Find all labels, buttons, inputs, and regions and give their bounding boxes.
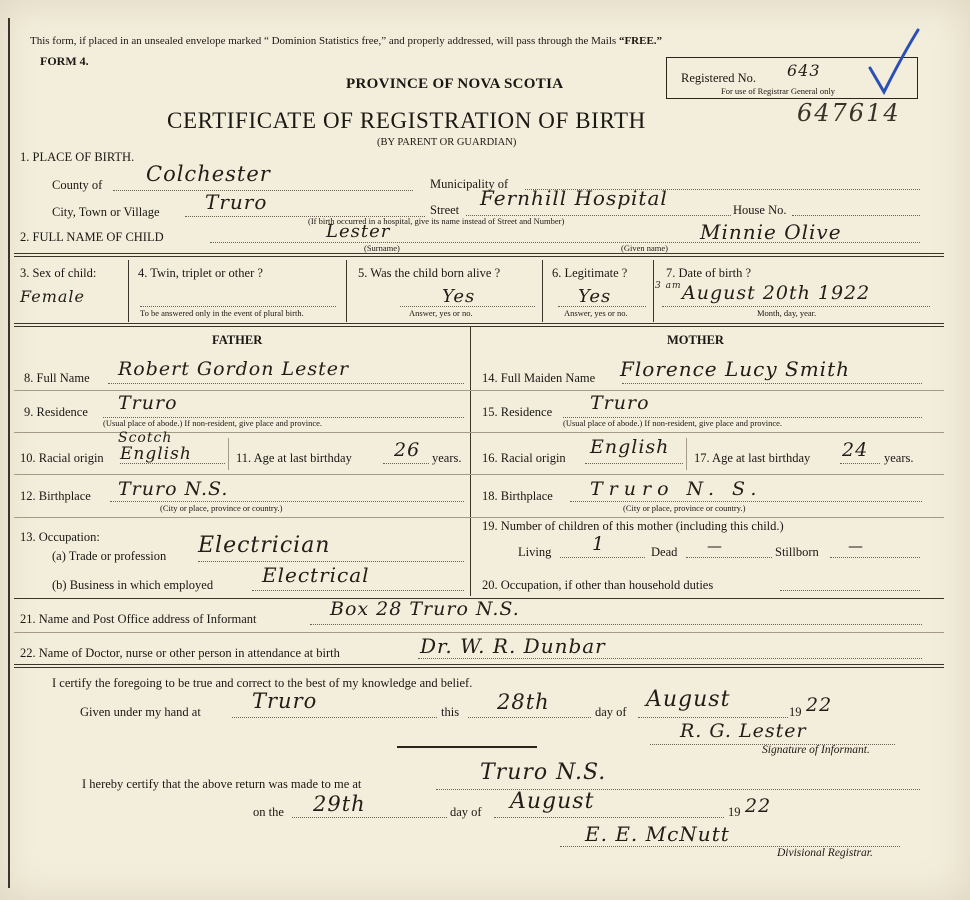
mother-birthplace-label: 18. Birthplace (482, 489, 553, 503)
this-label: this (441, 705, 460, 719)
mail-notice (30, 35, 662, 47)
mother-heading: MOTHER (667, 333, 724, 347)
father-racial-value-top: Scotch (118, 430, 173, 446)
given-place-value: Truro (252, 689, 318, 713)
day-value: 28th (497, 690, 550, 714)
rule-top (14, 253, 944, 257)
father-trade-label: (a) Trade or profession (52, 549, 167, 563)
mother-birthplace-line (570, 501, 922, 502)
mother-years-label: years. (884, 451, 914, 465)
father-heading: FATHER (212, 333, 263, 347)
mother-row-rule-4 (470, 517, 944, 518)
page-subtitle: (BY PARENT OR GUARDIAN) (377, 137, 517, 148)
divider-3 (128, 260, 129, 322)
alive-line (400, 306, 535, 307)
parents-divider (470, 326, 471, 596)
alive-label: 5. Was the child born alive ? (358, 266, 501, 280)
page-title: CERTIFICATE OF REGISTRATION OF BIRTH (167, 108, 646, 133)
place-of-birth-heading: 1. PLACE OF BIRTH. (20, 150, 135, 164)
father-age-label: 11. Age at last birthday (236, 451, 352, 465)
legitimate-value: Yes (578, 286, 612, 307)
month-line (638, 717, 788, 718)
twin-label: 4. Twin, triplet or other ? (138, 266, 263, 280)
month-value: August (646, 687, 731, 712)
municipality-label: Municipality of (430, 177, 509, 191)
registrar-year-value: 22 (745, 795, 772, 817)
registrar-month-value: August (510, 789, 595, 814)
mother-children-label: 19. Number of children of this mother (including this child.) (482, 519, 784, 533)
given-place-line (232, 717, 437, 718)
registered-value: 643 (787, 61, 821, 80)
mother-racial-line (585, 463, 683, 464)
living-value: 1 (592, 533, 606, 555)
mail-notice-free: “FREE.” (618, 35, 663, 47)
dob-line (662, 306, 930, 307)
father-birthplace-label: 12. Birthplace (20, 489, 91, 503)
dob-time: 3 am (655, 281, 682, 291)
mother-age-line (840, 463, 880, 464)
father-age-value: 26 (394, 439, 421, 461)
street-label: Street (430, 203, 460, 217)
informant-line (310, 624, 922, 625)
father-birthplace-value: Truro N.S. (118, 478, 229, 500)
father-residence-label: 9. Residence (24, 405, 88, 419)
doctor-line (418, 658, 922, 659)
twin-line (140, 306, 336, 307)
divider-4 (346, 260, 347, 322)
father-racial-label: 10. Racial origin (20, 451, 104, 465)
father-row-rule-2 (14, 432, 470, 433)
father-row-rule-4 (14, 517, 470, 518)
registrar-use-note: For use of Registrar General only (721, 86, 836, 96)
father-name-line (108, 383, 464, 384)
given-caption: (Given name) (621, 243, 668, 253)
father-name-value: Robert Gordon Lester (118, 358, 350, 380)
city-label: City, Town or Village (52, 205, 160, 219)
divider-5 (542, 260, 543, 322)
hospital-note: (If birth occurred in a hospital, give its name instead of Street and Number) (308, 216, 565, 226)
father-birthplace-line (110, 501, 464, 502)
rule-parents (14, 323, 944, 327)
mother-occupation-line (780, 590, 920, 591)
registered-label: Registered No. (681, 71, 756, 85)
mother-row-rule-1 (470, 390, 944, 391)
father-trade-line (198, 561, 464, 562)
county-value: Colchester (146, 162, 271, 186)
year-prefix: 19 (789, 705, 802, 719)
mother-birthplace-note: (City or place, province or country.) (623, 503, 746, 513)
living-line (560, 557, 645, 558)
father-trade-value: Electrician (198, 533, 331, 558)
certify-statement: I certify the foregoing to be true and correct to the best of my knowledge and belief. (52, 676, 473, 690)
father-racial-value: English (120, 444, 192, 464)
house-label: House No. (733, 203, 787, 217)
sex-label: 3. Sex of child: (20, 266, 97, 280)
county-label: County of (52, 178, 103, 192)
mother-occupation-label: 20. Occupation, if other than household duties (482, 578, 714, 592)
informant-signature-caption: Signature of Informant. (762, 744, 870, 756)
informant-label: 21. Name and Post Office address of Informant (20, 612, 257, 626)
registrar-place-value: Truro N.S. (480, 760, 607, 785)
informant-signature: R. G. Lester (680, 720, 807, 742)
day-line (468, 717, 591, 718)
father-business-label: (b) Business in which employed (52, 578, 214, 592)
mother-age-divider (686, 438, 687, 470)
registrar-day-of-label: day of (450, 805, 482, 819)
legitimate-line (558, 306, 646, 307)
day-of-label: day of (595, 705, 627, 719)
certify-separator (397, 746, 537, 748)
doctor-value: Dr. W. R. Dunbar (420, 634, 606, 658)
mother-racial-label: 16. Racial origin (482, 451, 566, 465)
divider-6 (653, 260, 654, 322)
registrar-year-prefix: 19 (728, 805, 741, 819)
mother-name-label: 14. Full Maiden Name (482, 371, 596, 385)
father-residence-value: Truro (118, 392, 178, 414)
house-line (792, 215, 920, 216)
stamp-number: 647614 (797, 99, 901, 127)
rule-doctor (14, 632, 944, 633)
registrar-statement: I hereby certify that the above return was made to me at (82, 777, 362, 791)
rule-certify (14, 664, 944, 668)
check-mark-icon (862, 26, 922, 96)
mother-age-label: 17. Age at last birthday (694, 451, 811, 465)
father-birthplace-note: (City or place, province or country.) (160, 503, 283, 513)
living-label: Living (518, 545, 552, 559)
registrar-signature: E. E. McNutt (585, 822, 730, 846)
registrar-caption: Divisional Registrar. (777, 847, 873, 859)
mother-row-rule-2 (470, 432, 944, 433)
doctor-label: 22. Name of Doctor, nurse or other person in attendance at birth (20, 646, 340, 660)
mother-name-line (622, 383, 922, 384)
father-business-value: Electrical (262, 563, 370, 587)
father-occupation-label: 13. Occupation: (20, 530, 100, 544)
surname-caption: (Surname) (364, 243, 400, 253)
dob-value: August 20th 1922 (682, 282, 871, 304)
registrar-day-line (292, 817, 447, 818)
father-business-line (252, 590, 464, 591)
alive-value: Yes (442, 286, 476, 307)
province-heading: PROVINCE OF NOVA SCOTIA (346, 76, 564, 92)
city-value: Truro (205, 190, 268, 214)
mother-residence-value: Truro (590, 392, 650, 414)
street-value: Fernhill Hospital (480, 186, 668, 210)
form-number: FORM 4. (40, 54, 89, 68)
registrar-place-line (436, 789, 920, 790)
year-value: 22 (806, 694, 833, 716)
dob-note: Month, day, year. (757, 308, 817, 318)
mother-racial-value: English (590, 436, 670, 458)
registrar-day-value: 29th (313, 792, 366, 816)
registrar-month-line (494, 817, 724, 818)
father-age-divider (228, 438, 229, 470)
father-years-label: years. (432, 451, 462, 465)
mother-row-rule-3 (470, 474, 944, 475)
mother-name-value: Florence Lucy Smith (620, 357, 850, 381)
mother-residence-note: (Usual place of abode.) If non-resident, give place and province. (563, 418, 783, 428)
dob-label: 7. Date of birth ? (666, 266, 752, 280)
dead-label: Dead (651, 545, 678, 559)
father-row-rule-3 (14, 474, 470, 475)
father-name-label: 8. Full Name (24, 371, 90, 385)
child-given-name: Minnie Olive (700, 220, 842, 244)
legitimate-note: Answer, yes or no. (564, 308, 628, 318)
father-residence-note: (Usual place of abode.) If non-resident, give place and province. (103, 418, 323, 428)
informant-value: Box 28 Truro N.S. (330, 598, 520, 620)
dead-value: — (707, 537, 723, 555)
on-the-label: on the (253, 805, 284, 819)
legitimate-label: 6. Legitimate ? (552, 266, 628, 280)
given-label: Given under my hand at (80, 705, 201, 719)
alive-note: Answer, yes or no. (409, 308, 473, 318)
mother-residence-label: 15. Residence (482, 405, 553, 419)
father-age-line (383, 463, 429, 464)
child-name-label: 2. FULL NAME OF CHILD (20, 230, 164, 244)
stillborn-line (830, 557, 920, 558)
mother-age-value: 24 (842, 439, 869, 461)
dead-line (686, 557, 772, 558)
sex-value: Female (20, 287, 85, 306)
child-surname: Lester (326, 221, 391, 242)
left-border (8, 18, 10, 888)
stillborn-label: Stillborn (775, 545, 819, 559)
mail-notice-text: This form, if placed in an unsealed envelope marked “ Dominion Statistics free,” and properly addressed, will pass through the Mails (30, 35, 619, 47)
stillborn-value: — (848, 537, 864, 555)
twin-note: To be answered only in the event of plural birth. (140, 308, 304, 318)
father-row-rule-1 (14, 390, 470, 391)
mother-birthplace-value: Truro N. S. (590, 478, 763, 500)
